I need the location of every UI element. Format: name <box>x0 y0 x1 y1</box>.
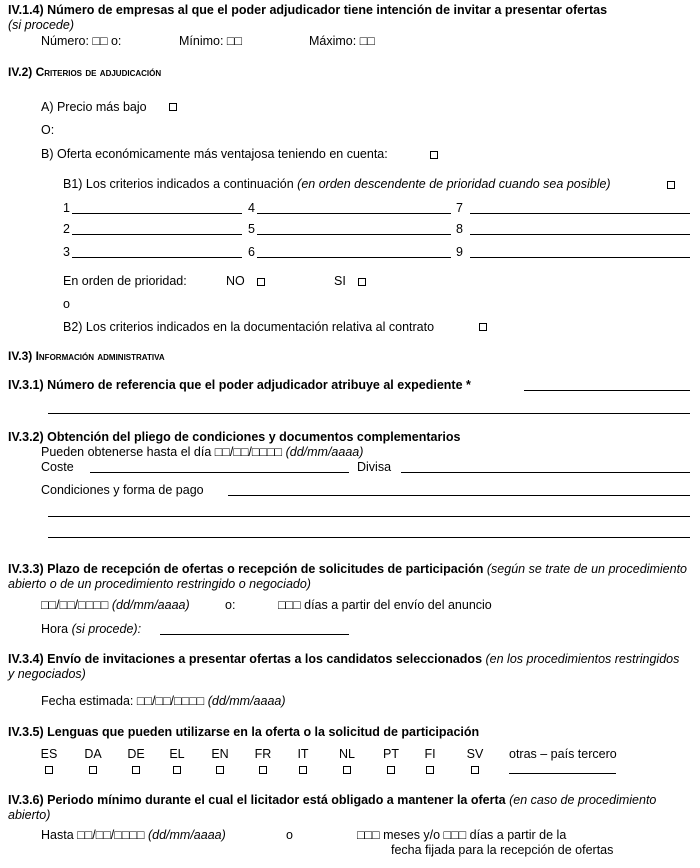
date-format: (dd/mm/aaaa) <box>207 694 286 708</box>
or-label: O: <box>41 123 55 137</box>
section-iv3-title: IV.3) Información administrativa <box>8 349 165 363</box>
language-checkbox[interactable] <box>387 766 395 774</box>
priority-si-checkbox[interactable] <box>358 278 366 286</box>
language-code: IT <box>297 747 309 761</box>
language-code: NL <box>339 747 355 761</box>
payment-line-3[interactable] <box>48 537 690 538</box>
time-label: Hora <box>41 622 69 636</box>
section-iv33-title: IV.3.3) Plazo de recepción de ofertas o recepción de solicitudes de participación <box>8 562 484 576</box>
estimated-date-field[interactable]: Fecha estimada: □□/□□/□□□□ <box>41 694 205 708</box>
criterion-number: 7 <box>456 201 463 215</box>
priority-label: En orden de prioridad: <box>63 274 187 288</box>
section-iv33 <box>8 562 688 592</box>
option-b1-label: B1) Los criterios indicados a continuación <box>63 177 294 191</box>
option-b1-note: (en orden descendente de prioridad cuando sea posible) <box>297 177 611 191</box>
criterion-1-line[interactable] <box>72 213 242 214</box>
language-checkbox[interactable] <box>426 766 434 774</box>
payment-line-2[interactable] <box>48 516 690 517</box>
language-checkbox[interactable] <box>259 766 267 774</box>
maximo-field[interactable]: Máximo: □□ <box>309 34 375 48</box>
criterion-6-line[interactable] <box>257 257 451 258</box>
criterion-3-line[interactable] <box>72 257 242 258</box>
priority-no-checkbox[interactable] <box>257 278 265 286</box>
minimo-field[interactable]: Mínimo: □□ <box>179 34 243 48</box>
option-a-checkbox[interactable] <box>169 103 177 111</box>
date-format: (dd/mm/aaaa) <box>147 828 226 842</box>
criterion-9-line[interactable] <box>470 257 690 258</box>
language-checkbox[interactable] <box>343 766 351 774</box>
option-a-label: A) Precio más bajo <box>41 100 147 114</box>
time-note: (si procede): <box>71 622 142 636</box>
criterion-number: 4 <box>248 201 255 215</box>
language-checkbox[interactable] <box>173 766 181 774</box>
criterion-number: 2 <box>63 222 70 236</box>
section-iv33-note: (según se trate de un procedimiento abierto o de un procedimiento restringido o negociado) <box>8 562 687 591</box>
numero-field[interactable]: Número: □□ o: <box>41 34 122 48</box>
payment-conditions-label: Condiciones y forma de pago <box>41 483 204 497</box>
language-checkbox[interactable] <box>45 766 53 774</box>
min-period-date <box>41 828 226 843</box>
criterion-number: 5 <box>248 222 255 236</box>
option-b-checkbox[interactable] <box>430 151 438 159</box>
criterion-number: 8 <box>456 222 463 236</box>
available-until-label[interactable]: Pueden obtenerse hasta el día □□/□□/□□□□ <box>41 445 283 459</box>
criterion-2-line[interactable] <box>72 234 242 235</box>
section-iv32-title: IV.3.2) Obtención del pliego de condiciones y documentos complementarios <box>8 430 461 444</box>
available-until <box>41 445 363 460</box>
language-code: SV <box>466 747 484 761</box>
option-b1-checkbox[interactable] <box>667 181 675 189</box>
priority-no-label: NO <box>226 274 245 288</box>
language-checkbox[interactable] <box>299 766 307 774</box>
section-iv34-title: IV.3.4) Envío de invitaciones a presentar ofertas a los candidatos seleccionados <box>8 652 483 666</box>
payment-line[interactable] <box>228 495 690 496</box>
deadline-date-field[interactable]: □□/□□/□□□□ <box>41 598 109 612</box>
reference-line[interactable] <box>524 390 690 391</box>
note: (si procede) <box>8 18 74 32</box>
deadline-date <box>41 598 190 613</box>
date-format: (dd/mm/aaaa) <box>111 598 190 612</box>
section-iv34-note: (en los procedimientos restringidos y negociados) <box>8 652 680 681</box>
language-code: EL <box>169 747 185 761</box>
section-iv31-title: IV.3.1) Número de referencia que el poder adjudicador atribuye al expediente * <box>8 378 471 392</box>
section-iv14 <box>8 3 607 18</box>
or-label: o <box>286 828 293 842</box>
option-b-label: B) Oferta económicamente más ventajosa teniendo en cuenta: <box>41 147 388 161</box>
criterion-4-line[interactable] <box>257 213 451 214</box>
days-field[interactable]: □□□ días a partir del envío del anuncio <box>278 598 492 612</box>
criterion-7-line[interactable] <box>470 213 690 214</box>
language-code: FR <box>254 747 272 761</box>
other-language-label: otras – país tercero <box>509 747 617 761</box>
or-label: o: <box>225 598 236 612</box>
language-code: DE <box>127 747 145 761</box>
section-title: IV.1.4) Número de empresas al que el poder adjudicador tiene intención de invitar a presentar ofertas <box>8 3 608 17</box>
criterion-number: 6 <box>248 245 255 259</box>
currency-label: Divisa <box>357 460 392 474</box>
date-format: (dd/mm/aaaa) <box>285 445 364 459</box>
cost-line[interactable] <box>90 472 349 473</box>
option-b2-label: B2) Los criterios indicados en la documentación relativa al contrato <box>63 320 435 334</box>
min-period-date-field[interactable]: Hasta □□/□□/□□□□ <box>41 828 145 842</box>
option-b1-line <box>63 177 611 192</box>
time-line[interactable] <box>160 634 349 635</box>
language-code: ES <box>40 747 58 761</box>
section-iv35-title: IV.3.5) Lenguas que pueden utilizarse en la oferta o la solicitud de participación <box>8 725 480 739</box>
criterion-number: 1 <box>63 201 70 215</box>
language-checkbox[interactable] <box>89 766 97 774</box>
months-days-field[interactable]: □□□ meses y/o □□□ días a partir de la <box>357 828 567 842</box>
or-label: o <box>63 297 70 311</box>
criterion-number: 3 <box>63 245 70 259</box>
section-iv2-title: IV.2) Criterios de adjudicación <box>8 65 162 79</box>
reception-date-note: fecha fijada para la recepción de ofertas <box>391 843 614 857</box>
section-iv36-title: IV.3.6) Periodo mínimo durante el cual el licitador está obligado a mantener la oferta <box>8 793 506 807</box>
cost-label: Coste <box>41 460 74 474</box>
language-code: EN <box>211 747 229 761</box>
language-code: PT <box>383 747 399 761</box>
other-language-line[interactable] <box>509 773 616 774</box>
estimated-date <box>41 694 286 709</box>
time-field <box>41 622 141 637</box>
criterion-number: 9 <box>456 245 463 259</box>
criterion-5-line[interactable] <box>257 234 451 235</box>
section-iv36-note: (en caso de procedimiento abierto) <box>8 793 657 822</box>
currency-line[interactable] <box>401 472 690 473</box>
language-checkbox[interactable] <box>132 766 140 774</box>
language-checkbox[interactable] <box>471 766 479 774</box>
criterion-8-line[interactable] <box>470 234 690 235</box>
language-checkbox[interactable] <box>216 766 224 774</box>
priority-si-label: SI <box>334 274 346 288</box>
option-b2-checkbox[interactable] <box>479 323 487 331</box>
section-iv34 <box>8 652 688 682</box>
language-code: FI <box>424 747 436 761</box>
reference-line-2[interactable] <box>48 413 690 414</box>
section-iv36 <box>8 793 688 823</box>
language-code: DA <box>84 747 102 761</box>
